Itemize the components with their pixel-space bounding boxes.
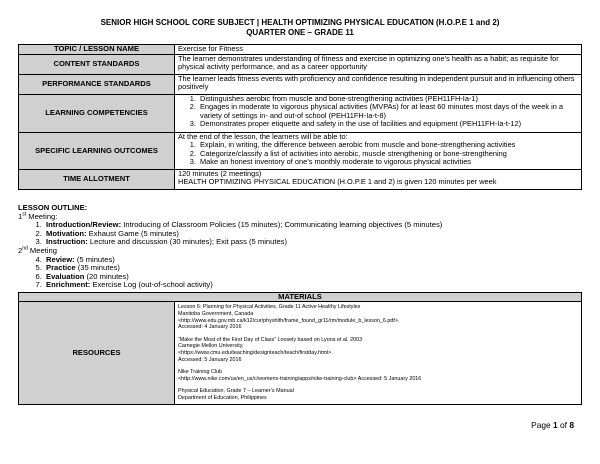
list-item: 3. Demonstrates proper etiquette and safety in the use of facilities and equipment (PEH11FH-Ia-t-12) [198, 120, 578, 128]
reference-item: Nike Training Club <http://www.nike.com/us/en_us/c/womens-training/apps/nike-training-club> Accessed: 5 January 2016 [178, 369, 422, 382]
materials-table [18, 292, 582, 405]
list-item: 3. Make an honest inventory of one’s monthly moderate to vigorous physical activities [198, 158, 578, 166]
list-item: 2. Engages in moderate to vigorous physical activities (MVPAs) for at least 60 minutes most days of the week in a variety of settings in- and out-of school (PEH11FH-Ia-t-8) [198, 103, 578, 120]
time-allotment-line1: 120 minutes (2 meetings) [178, 169, 262, 178]
lesson-outline [18, 204, 578, 290]
content-standards-value: The learner demonstrates understanding of fitness and exercise in optimizing one’s health as a habit; as requisite for physical activity performance, and as a career opportunity [175, 55, 582, 75]
time-allotment-label: TIME ALLOTMENT [19, 170, 175, 190]
outcomes-value [175, 133, 582, 170]
meeting-2-label: 2nd Meeting [18, 245, 57, 255]
outcomes-list [178, 141, 578, 166]
list-item: 4. Review: (5 minutes) [44, 256, 578, 265]
list-item: 1. Distinguishes aerobic from muscle and bone-strengthening activities (PEH11FH-Ia-1) [198, 95, 578, 103]
time-allotment-line2: HEALTH OPTIMIZING PHYSICAL EDUCATION (H.O.P.E 1 and 2) is given 120 minutes per week [178, 177, 497, 187]
outcomes-row [19, 133, 582, 170]
performance-standards-value: The learner leads fitness events with proficiency and confidence resulting in independent pursuit and in influencing others positively [175, 75, 582, 95]
meeting-1-list [18, 221, 578, 247]
time-allotment-value [175, 170, 582, 190]
resources-value [175, 302, 582, 404]
performance-standards-label: PERFORMANCE STANDARDS [19, 75, 175, 95]
list-item: 1. Introduction/Review: Introducing of Classroom Policies (15 minutes); Communicating learning objectives (5 minutes) [44, 221, 578, 230]
document-title: SENIOR HIGH SCHOOL CORE SUBJECT | HEALTH OPTIMIZING PHYSICAL EDUCATION (H.O.P.E 1 and 2) [100, 18, 500, 27]
materials-label: MATERIALS [19, 293, 582, 302]
outcomes-label: SPECIFIC LEARNING OUTCOMES [19, 133, 175, 170]
list-item: 2. Motivation: Exhaust Game (5 minutes) [44, 230, 578, 239]
content-standards-label: CONTENT STANDARDS [19, 55, 175, 75]
outcomes-intro: At the end of the lesson, the learners will be able to: [178, 132, 348, 141]
reference-item: “Make the Most of the First Day of Class” Loosely based on Lyons et al. 2003 Carnegie Mellon University, <https://www.cmu.edu/teaching/designteach/teach/firstday.html>. Accessed: 5 January 2016 [178, 336, 363, 363]
topic-row [19, 45, 582, 55]
content-standards-row [19, 55, 582, 75]
meeting-1-label: 1st Meeting: [18, 211, 58, 221]
reference-item: Lesson 6: Planning for Physical Activities, Grade 11 Active Healthy Lifestyles Manitoba Government, Canada <http://www.edu.gov.mb.ca/k12/cur/physhlth/frame_found_gr11/rm/module_b_lesson_6.pdf>. Accessed: 4 January 2016 [178, 304, 400, 331]
list-item: 6. Evaluation (20 minutes) [44, 273, 578, 282]
lesson-info-table [18, 44, 582, 190]
page-number: Page 1 of 8 [531, 420, 574, 430]
topic-label: TOPIC / LESSON NAME [19, 45, 175, 55]
reference-item: Physical Education, Grade 7 – Learner’s Manual Department of Education, Philippines [178, 388, 294, 401]
document-subtitle: QUARTER ONE – GRADE 11 [246, 28, 354, 37]
competencies-row [19, 95, 582, 133]
topic-value: Exercise for Fitness [175, 45, 582, 55]
list-item: 3. Instruction: Lecture and discussion (30 minutes); Exit pass (5 minutes) [44, 238, 578, 247]
meeting-2-list [18, 256, 578, 290]
resources-row [19, 302, 582, 404]
time-allotment-row [19, 170, 582, 190]
outline-heading: LESSON OUTLINE: [18, 203, 88, 212]
performance-standards-row [19, 75, 582, 95]
list-item: 7. Enrichment: Exercise Log (out-of-school activity) [44, 281, 578, 290]
competencies-list [178, 95, 578, 129]
competencies-value [175, 95, 582, 133]
list-item: 5. Practice (35 minutes) [44, 264, 578, 273]
competencies-label: LEARNING COMPETENCIES [19, 95, 175, 133]
resources-label: RESOURCES [19, 302, 175, 404]
list-item: 1. Explain, in writing, the difference between aerobic from muscle and bone-strengthening activities [198, 141, 578, 149]
list-item: 2. Categorize/classify a list of activities into aerobic, muscle strengthening or bone-strengthening [198, 150, 578, 158]
materials-header-row [19, 293, 582, 302]
